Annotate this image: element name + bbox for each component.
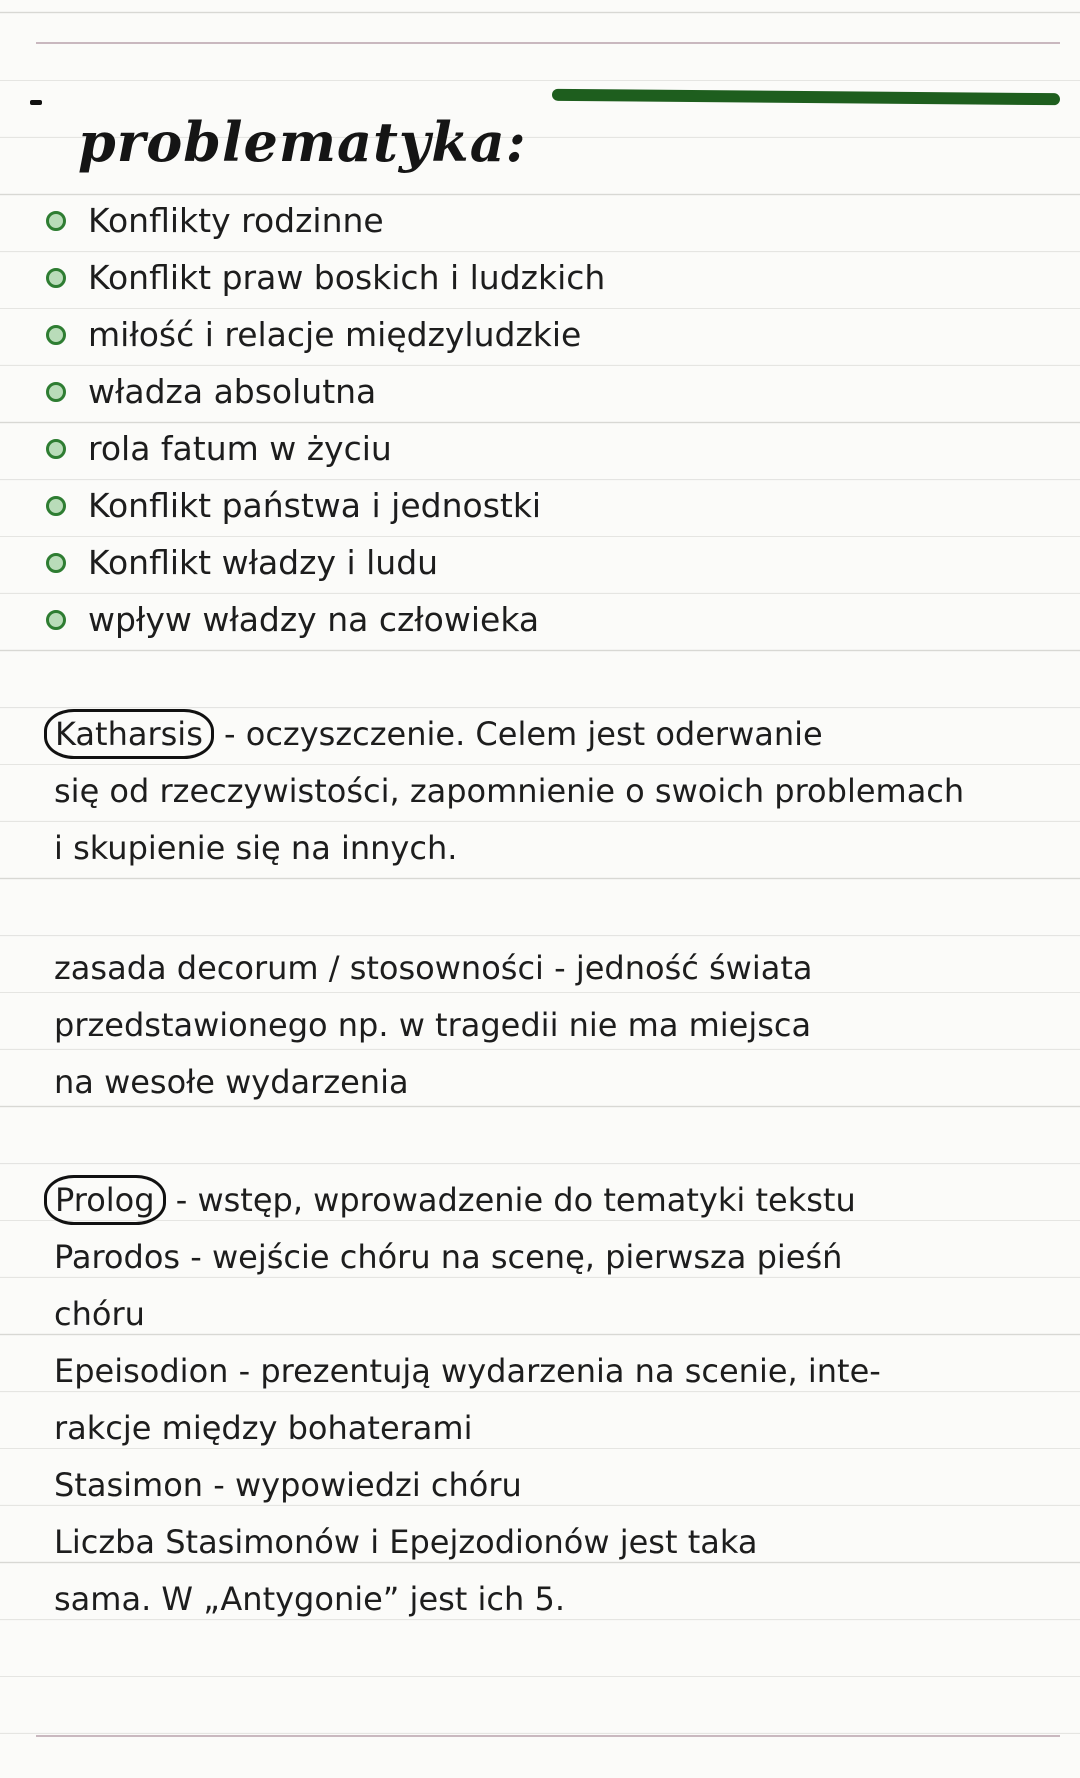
bullet-icon [46,382,66,402]
bottom-margin-line [36,1735,1060,1737]
text-line: zasada decorum / stosowności - jedność świata [54,949,813,987]
list-item [46,192,746,249]
list-item-text: rola fatum w życiu [88,429,392,468]
text-line [54,1172,1054,1229]
list-item [46,306,746,363]
bullet-icon [46,553,66,573]
problem-list [46,192,746,648]
list-item [46,477,746,534]
text-line: się od rzeczywistości, zapomnienie o swoich problemach [54,772,965,810]
list-item-text: Konflikt władzy i ludu [88,543,439,582]
list-item-text: władza absolutna [88,372,377,411]
text-line: rakcje między bohaterami [54,1409,473,1447]
top-margin-line [36,42,1060,44]
list-item [46,534,746,591]
text-line: przedstawionego np. w tragedii nie ma miejsca [54,1006,812,1044]
list-item-text: Konflikty rodzinne [88,201,384,240]
text-line [54,706,1054,763]
dash-mark [30,100,42,105]
katharsis-definition [54,706,1054,877]
definition-text: - oczyszczenie. Celem jest oderwanie [224,715,823,753]
text-line: Epeisodion - prezentują wydarzenia na scenie, inte- [54,1352,881,1390]
text-line: na wesołe wydarzenia [54,1063,409,1101]
text-line: i skupienie się na innych. [54,829,458,867]
list-item-text: Konflikt państwa i jednostki [88,486,542,525]
list-item-text: miłość i relacje międzyludzkie [88,315,582,354]
bullet-icon [46,610,66,630]
list-item [46,363,746,420]
list-item [46,249,746,306]
bullet-icon [46,325,66,345]
circled-term-prolog: Prolog [44,1175,166,1225]
list-item [46,420,746,477]
list-item-text: Konflikt praw boskich i ludzkich [88,258,606,297]
text-line: Liczba Stasimonów i Epejzodionów jest taka [54,1523,758,1561]
list-item [46,591,746,648]
list-item-text: wpływ władzy na człowieka [88,600,540,639]
page-title: problematyka: [78,110,527,174]
circled-term-katharsis: Katharsis [44,709,214,759]
text-line: Parodos - wejście chóru na scenę, pierwsza pieśń [54,1238,843,1276]
bullet-icon [46,439,66,459]
tragedy-structure [54,1172,1054,1628]
text-line: Stasimon - wypowiedzi chóru [54,1466,522,1504]
decorum-definition [54,940,1054,1111]
bullet-icon [46,211,66,231]
bullet-icon [46,496,66,516]
green-marker-stroke [552,89,1060,105]
text-line: chóru [54,1295,145,1333]
bullet-icon [46,268,66,288]
text-line: sama. W „Antygonie” jest ich 5. [54,1580,565,1618]
definition-text: - wstęp, wprowadzenie do tematyki tekstu [175,1181,856,1219]
